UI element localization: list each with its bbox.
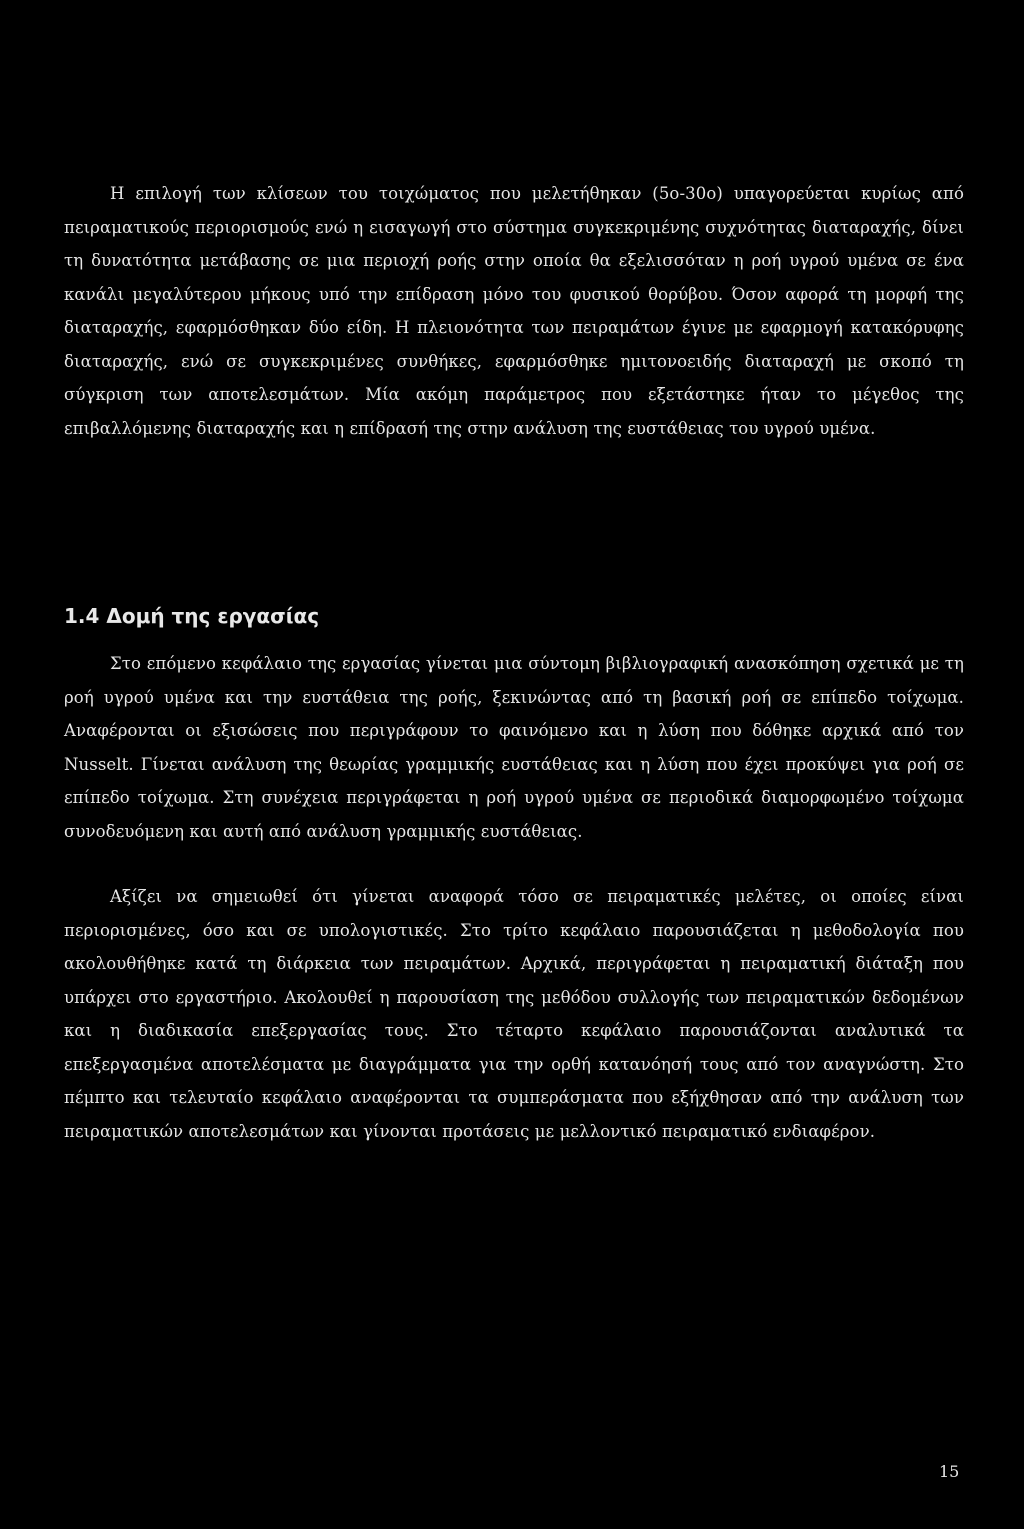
page-number: 15 <box>939 1462 960 1481</box>
section-heading: 1.4 Δομή της εργασίας <box>64 604 320 628</box>
paragraph-perturbation-choice: Η επιλογή των κλίσεων του τοιχώματος που μελετήθηκαν (5ο-30ο) υπαγορεύεται κυρίως από πειραματικούς περιορισμούς ενώ η εισαγωγή στο σύστημα συγκεκριμένης συχνότητας διαταραχής, δίνει τη δυνατότητα μετάβασης σε μια περιοχή ροής στην οποία θα εξελισσόταν η ροή υγρού υμένα σε ένα κανάλι μεγαλύτερου μήκους υπό την επίδραση μόνο του φυσικού θορύβου. Όσον αφορά τη μορφή της διαταραχής, εφαρμόσθηκαν δύο είδη. Η πλειονότητα των πειραμάτων έγινε με εφαρμογή κατακόρυφης διαταραχής, ενώ σε συγκεκριμένες συνθήκες, εφαρμόσθηκε ημιτονοειδής διαταραχή με σκοπό τη σύγκριση των αποτελεσμάτων. Μία ακόμη παράμετρος που εξετάστηκε ήταν το μέγεθος της επιβαλλόμενης διαταραχής και η επίδρασή της στην ανάλυση της ευστάθειας του υγρού υμένα. <box>64 184 964 438</box>
paragraph-remaining-chapters: Αξίζει να σημειωθεί ότι γίνεται αναφορά τόσο σε πειραματικές μελέτες, οι οποίες είναι περιορισμένες, όσο και σε υπολογιστικές. Στο τρίτο κεφάλαιο παρουσιάζεται η μεθοδολογία που ακολουθήθηκε κατά τη διάρκεια των πειραμάτων. Αρχικά, περιγράφεται η πειραματική διάταξη που υπάρχει στο εργαστήριο. Ακολουθεί η παρουσίαση της μεθόδου συλλογής των πειραματικών δεδομένων και η διαδικασία επεξεργασίας τους. Στο τέταρτο κεφάλαιο παρουσιάζονται αναλυτικά τα επεξεργασμένα αποτελέσματα με διαγράμματα για την ορθή κατανόησή τους από τον αναγνώστη. Στο πέμπτο και τελευταίο κεφάλαιο αναφέρονται τα συμπεράσματα που εξήχθησαν από την ανάλυση των πειραματικών αποτελεσμάτων και γίνονται προτάσεις με μελλοντικό πειραματικό ενδιαφέρον. <box>64 887 964 1141</box>
paragraph-chapter-two-summary: Στο επόμενο κεφάλαιο της εργασίας γίνεται μια σύντομη βιβλιογραφική ανασκόπηση σχετικά με τη ροή υγρού υμένα και την ευστάθεια της ροής, ξεκινώντας από τη βασική ροή σε επίπεδο τοίχωμα. Αναφέρονται οι εξισώσεις που περιγράφουν το φαινόμενο και η λύση που δόθηκε αρχικά από τον Nusselt. Γίνεται ανάλυση της θεωρίας γραμμικής ευστάθειας και η λύση που έχει προκύψει για ροή σε επίπεδο τοίχωμα. Στη συνέχεια περιγράφεται η ροή υγρού υμένα σε περιοδικά διαμορφωμένο τοίχωμα συνοδευόμενη και αυτή από ανάλυση γραμμικής ευστάθειας. <box>64 654 964 841</box>
